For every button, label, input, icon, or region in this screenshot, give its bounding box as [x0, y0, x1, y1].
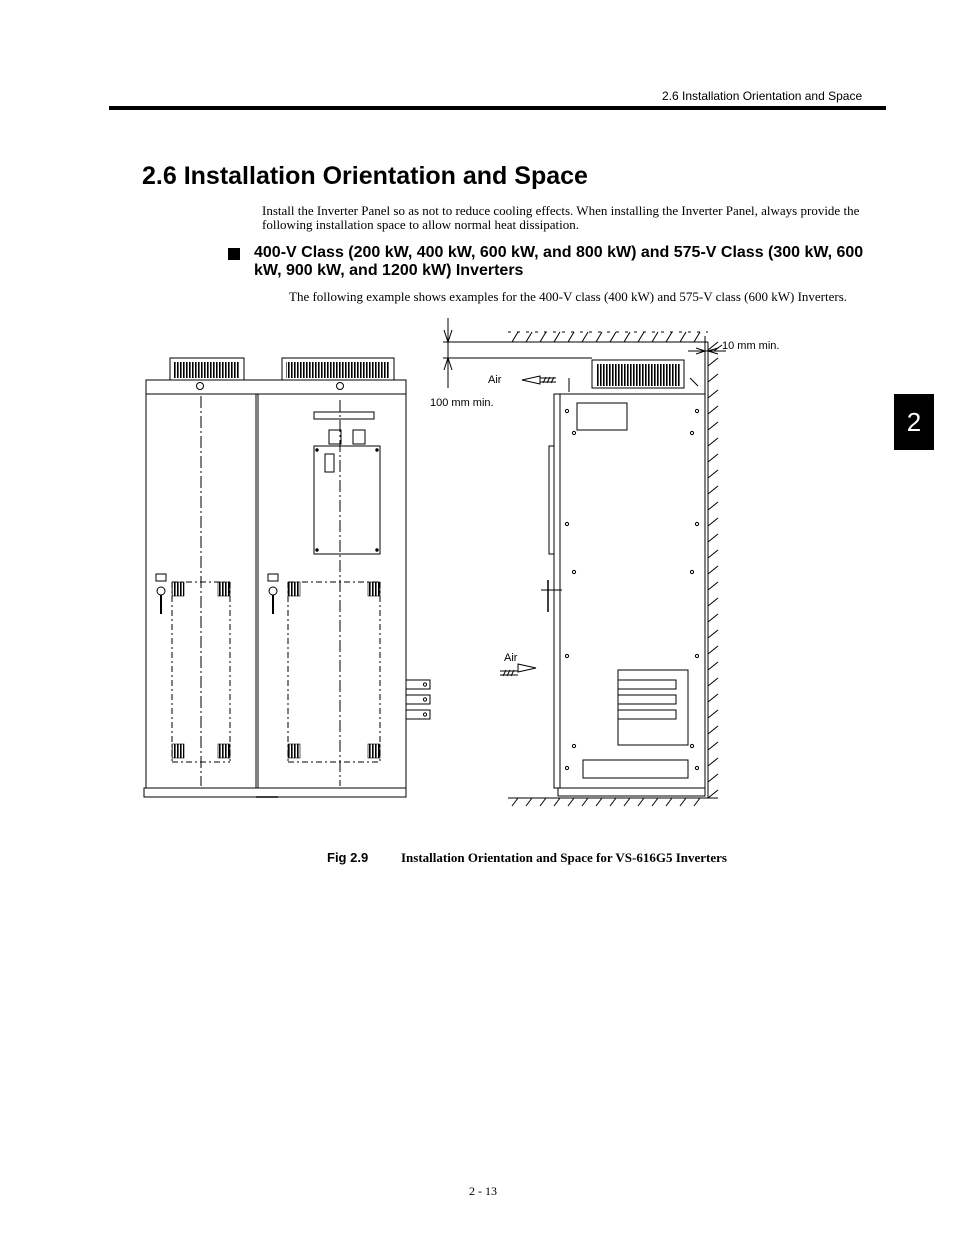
label-air-bottom: Air	[504, 652, 518, 664]
section-title: 2.6 Installation Orientation and Space	[142, 162, 588, 190]
figure-caption-number: Fig 2.9	[327, 850, 369, 865]
front-view-cabinet	[144, 358, 430, 797]
intro-paragraph: Install the Inverter Panel so as not to reduce cooling effects. When installing the Inverter Panel, always provide the following installation space to allow normal heat dissipation.	[262, 203, 860, 232]
subsection-title: 400-V Class (200 kW, 400 kW, 600 kW, and 800 kW) and 575-V Class (300 kW, 600 kW, 900 kW, and 1200 kW) Inverters	[254, 244, 864, 279]
air-arrow-bottom-icon	[500, 664, 536, 676]
subsection-text: The following example shows examples for the 400-V class (400 kW) and 575-V class (600 kW) Inverters.	[289, 289, 848, 304]
running-header: 2.6 Installation Orientation and Space	[662, 89, 863, 103]
side-view-cabinet	[508, 332, 718, 806]
figure-caption-text: Installation Orientation and Space for VS-616G5 Inverters	[401, 850, 727, 865]
page-number: 2 - 13	[469, 1184, 497, 1198]
chapter-tab[interactable]: 2	[894, 394, 934, 450]
label-top-clearance: 10 mm min.	[722, 340, 780, 352]
label-air-top: Air	[488, 374, 502, 386]
air-arrow-top-icon	[522, 376, 556, 384]
label-side-clearance: 100 mm min.	[430, 397, 494, 409]
figure-caption	[327, 850, 727, 866]
